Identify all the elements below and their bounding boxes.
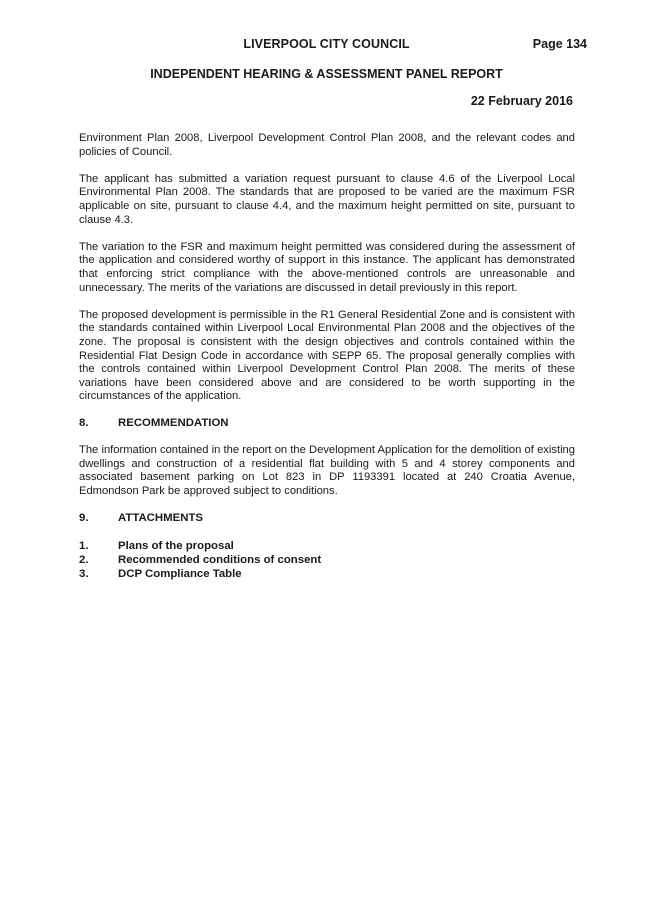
attachment-number: 1. xyxy=(79,539,89,552)
attachment-label: Recommended conditions of consent xyxy=(118,553,322,566)
page-number: Page 134 xyxy=(532,37,587,51)
report-date: 22 February 2016 xyxy=(470,94,573,108)
attachments-list xyxy=(79,539,575,581)
list-item xyxy=(79,539,575,553)
list-item xyxy=(79,567,575,581)
section-number: 8. xyxy=(79,417,89,430)
paragraph: The variation to the FSR and maximum height permitted was considered during the assessment of the application and considered worthy of support in this instance. The applicant has demonstrated that enforcing strict compliance with the above-mentioned controls are unreasonable and unnecessary. The merits of the variations are discussed in detail previously in this report. xyxy=(79,240,575,294)
section-title: RECOMMENDATION xyxy=(118,417,229,430)
attachment-label: DCP Compliance Table xyxy=(118,567,242,580)
paragraph: The proposed development is permissible in the R1 General Residential Zone and is consistent with the standards contained within Liverpool Local Environmental Plan 2008 and the objectives of the zone. The proposal is consistent with the design objectives and controls contained within the Residential Flat Design Code in accordance with SEPP 65. The proposal generally complies with the controls contained within Liverpool Development Control Plan 2008. The merits of these variations have been considered above and are considered to be worth supporting in the circumstances of the application. xyxy=(79,308,575,403)
list-item xyxy=(79,553,575,567)
section-title: ATTACHMENTS xyxy=(118,512,203,525)
attachment-number: 3. xyxy=(79,567,89,580)
paragraph: Environment Plan 2008, Liverpool Development Control Plan 2008, and the relevant codes and policies of Council. xyxy=(79,132,575,158)
section-heading-attachments xyxy=(79,512,575,526)
attachment-number: 2. xyxy=(79,553,89,566)
report-title: INDEPENDENT HEARING & ASSESSMENT PANEL REPORT xyxy=(150,67,503,81)
section-heading-recommendation xyxy=(79,417,575,431)
attachment-label: Plans of the proposal xyxy=(118,539,234,552)
recommendation-text: The information contained in the report on the Development Application for the demolition of existing dwellings and construction of a residential flat building with 5 and 4 storey components and associated basement parking on Lot 823 in DP 1193391 located at 240 Croatia Avenue, Edmondson Park be approved subject to conditions. xyxy=(79,444,575,497)
paragraph: The applicant has submitted a variation request pursuant to clause 4.6 of the Liverpool Local Environmental Plan 2008. The standards that are proposed to be varied are the maximum FSR applicable on site, pursuant to clause 4.4, and the maximum height permitted on site, pursuant to clause 4.3. xyxy=(79,172,575,226)
section-number: 9. xyxy=(79,512,89,525)
document-body xyxy=(79,132,575,581)
council-name: LIVERPOOL CITY COUNCIL xyxy=(243,37,410,51)
